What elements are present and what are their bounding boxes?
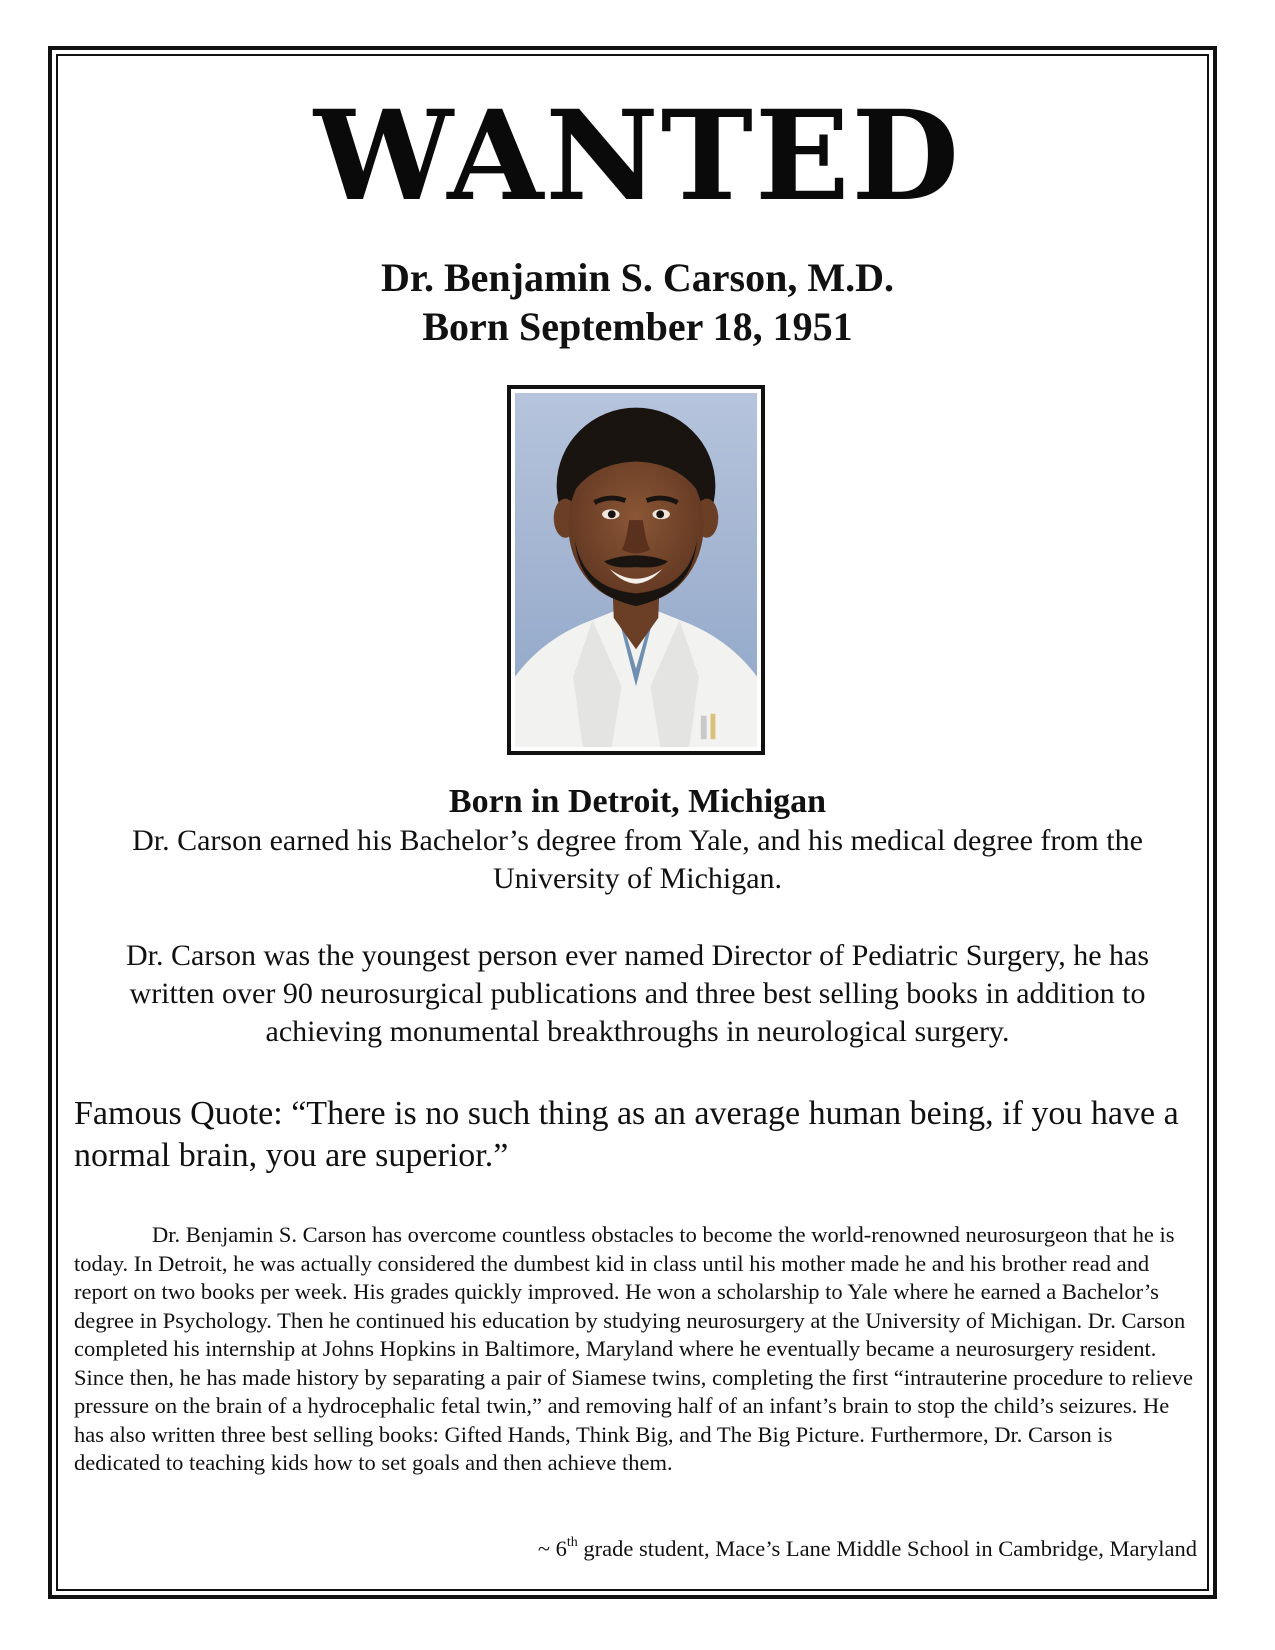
attribution-prefix: ~ 6 xyxy=(537,1536,567,1561)
achievements-paragraph: Dr. Carson was the youngest person ever named Director of Pediatric Surgery, he has written over 90 neurosurgical publications and three best selling books in addition to achieving monumental breakthroughs in neurological surgery. xyxy=(125,939,1150,1048)
portrait-photo xyxy=(515,393,757,747)
attribution-superscript: th xyxy=(566,1535,578,1550)
education-paragraph: Dr. Carson earned his Bachelor’s degree from Yale, and his medical degree from the University of Michigan. xyxy=(132,824,1143,895)
birthplace-heading: Born in Detroit, Michigan xyxy=(448,783,827,820)
subject-name: Dr. Benjamin S. Carson, M.D. xyxy=(381,255,894,300)
famous-quote: Famous Quote: “There is no such thing as an average human being, if you have a normal brain, you are superior.” xyxy=(74,1095,1179,1174)
portrait-illustration xyxy=(515,393,757,747)
subject-birth-date: Born September 18, 1951 xyxy=(422,304,853,349)
author-attribution xyxy=(538,1535,1197,1563)
portrait-frame xyxy=(507,385,765,755)
wanted-headline: WANTED xyxy=(313,84,962,229)
attribution-text: grade student, Mace’s Lane Middle School in Cambridge, Maryland xyxy=(577,1536,1197,1561)
biography-paragraph: Dr. Benjamin S. Carson has overcome countless obstacles to become the world-renowned neurosurgeon that he is today. In Detroit, he was actually considered the dumbest kid in class until his mother made he and his brother read and report on two books per week. His grades quickly improved. He won a scholarship to Yale where he earned a Bachelor’s degree in Psychology. Then he continued his education by studying neurosurgery at the University of Michigan. Dr. Carson completed his internship at Johns Hopkins in Baltimore, Maryland where he eventually became a neurosurgery resident. Since then, he has made history by separating a pair of Siamese twins, completing the first “intrauterine procedure to relieve pressure on the brain of a hydrocephalic fetal twin,” and removing half of an infant’s brain to stop the child’s seizures. He has also written three best selling books: Gifted Hands, Think Big, and The Big Picture. Furthermore, Dr. Carson is dedicated to teaching kids how to set goals and then achieve them. xyxy=(74,1222,1194,1475)
